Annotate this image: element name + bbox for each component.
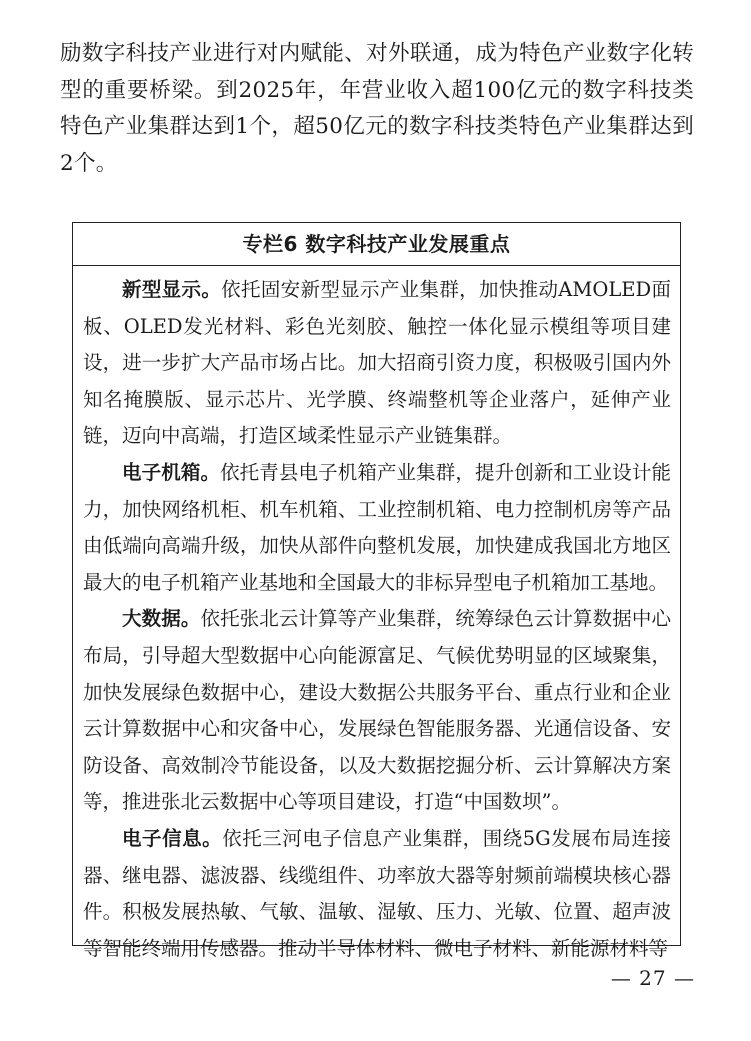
section-electronic-chassis	[83, 455, 671, 601]
section-big-data	[83, 601, 671, 821]
section-text: 依托张北云计算等产业集群，统筹绿色云计算数据中心布局，引导超大型数据中心向能源富足、气候优势明显的区域聚集，加快发展绿色数据中心，建设大数据公共服务平台、重点行业和企业云计算数据中心和灾备中心，发展绿色智能服务器、光通信设备、安防设备、高效制冷节能设备，以及大数据挖掘分析、云计算解决方案等，推进张北云数据中心等项目建设，打造“中国数坝”。	[83, 607, 671, 814]
section-heading: 电子机箱。	[122, 460, 221, 484]
section-text: 依托三河电子信息产业集群，围绕5G发展布局连接器、继电器、滤波器、线缆组件、功率放大器等射频前端模块核心器件。积极发展热敏、气敏、温敏、湿敏、压力、光敏、位置、超声波等智能终端用传感器。推动半导体材料、微电子材料、新能源材料等	[83, 826, 671, 960]
section-heading: 电子信息。	[122, 826, 223, 850]
box-title: 专栏6 数字科技产业发展重点	[73, 223, 680, 266]
box-body	[73, 266, 680, 967]
section-heading: 新型显示。	[122, 278, 222, 301]
section-heading: 大数据。	[122, 607, 201, 631]
section-text: 依托固安新型显示产业集群，加快推动AMOLED面板、OLED发光材料、彩色光刻胶、触控一体化显示模组等项目建设，进一步扩大产品市场占比。加大招商引资力度，积极吸引国内外知名掩膜版、显示芯片、光学膜、终端整机等企业落户，延伸产业链，迈向中高端，打造区域柔性显示产业链集群。	[83, 278, 671, 448]
feature-box	[72, 222, 681, 960]
section-new-display	[83, 272, 671, 455]
section-electronic-info	[83, 821, 671, 967]
page-number: — 27 —	[610, 966, 695, 990]
intro-paragraph: 励数字科技产业进行对内赋能、对外联通，成为特色产业数字化转型的重要桥梁。到2025年，年营业收入超100亿元的数字科技类特色产业集群达到1个，超50亿元的数字科技类特色产业集群达到2个。	[60, 41, 694, 176]
section-text: 依托青县电子机箱产业集群，提升创新和工业设计能力，加快网络机柜、机车机箱、工业控制机箱、电力控制机房等产品由低端向高端升级，加快从部件向整机发展，加快建成我国北方地区最大的电子机箱产业基地和全国最大的非标异型电子机箱加工基地。	[83, 460, 671, 594]
